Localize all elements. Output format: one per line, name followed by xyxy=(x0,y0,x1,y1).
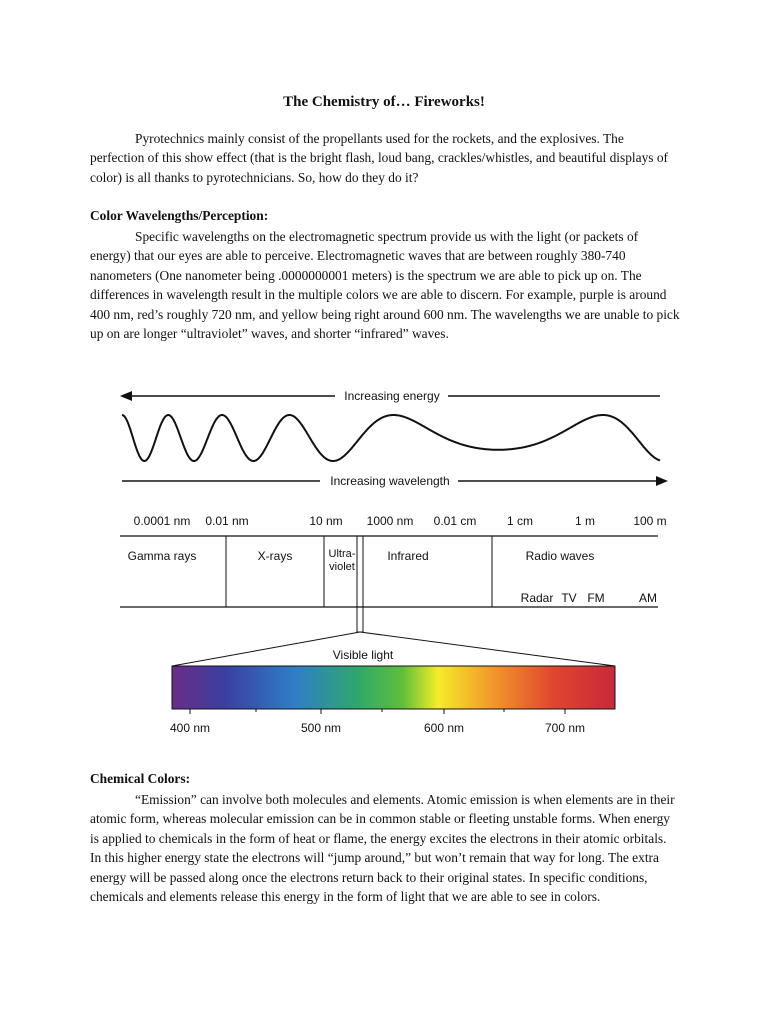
section-heading-chemical-colors: Chemical Colors: xyxy=(90,771,191,786)
section-body-chemical-colors: “Emission” can involve both molecules and elements. Atomic emission is when elements are in their atomic form, whereas molecular emission can be in common stable or fleeting unstable forms. When energy is applied to chemicals in the form of heat or flame, the energy excites the electrons in their atomic orbitals. In this higher energy state the electrons will “jump around,” but won’t remain that way for long. The extra energy will be passed along once the electrons return back to their original states. In specific conditions, chemicals and elements release this energy in the form of light that we are able to see in colors. xyxy=(90,792,675,905)
visible-tick-label: 700 nm xyxy=(544,721,586,735)
region-ultraviolet-line1: Ultra- xyxy=(328,548,356,560)
page-title: The Chemistry of… Fireworks! xyxy=(283,94,485,110)
energy-label: Increasing energy xyxy=(344,389,440,403)
visible-tick-label: 600 nm xyxy=(423,721,465,735)
wave-graphic xyxy=(122,415,660,461)
radio-band-fm: FM xyxy=(587,591,605,605)
radio-band-tv: TV xyxy=(561,591,577,605)
section-heading-color-wavelengths: Color Wavelengths/Perception: xyxy=(90,208,269,223)
scale-tick-label: 10 nm xyxy=(309,514,343,528)
region-gamma-rays: Gamma rays xyxy=(127,549,197,563)
region-ultraviolet-line2: violet xyxy=(329,561,355,573)
scale-tick-label: 0.01 nm xyxy=(205,514,249,528)
wavelength-arrowhead-icon xyxy=(656,476,668,486)
section-body-color-wavelengths: Specific wavelengths on the electromagnetic spectrum provide us with the light (or packets of energy) that our eyes are able to perceive. Electromagnetic waves that are between roughly 380-740 nanometers (One nanometer being .0000000001 meters) is the spectrum we are able to pick up on. The differences in wavelength result in the multiple colors we are able to discern. For example, purple is around 400 nm, red’s roughly 720 nm, and yellow being right around 600 nm. The wavelengths we are unable to pick up on are longer “ultraviolet” waves, and shorter “infrared” waves. xyxy=(90,229,680,342)
visible-connector xyxy=(357,607,363,632)
scale-tick-label: 100 m xyxy=(633,514,667,528)
visible-tick-label: 400 nm xyxy=(169,721,211,735)
scale-tick-label: 1 cm xyxy=(506,514,534,528)
visible-spectrum-bar xyxy=(172,666,615,709)
visible-fan-right xyxy=(360,632,615,666)
energy-arrowhead-icon xyxy=(120,391,132,401)
radio-band-am: AM xyxy=(639,591,657,605)
region-radio-waves: Radio waves xyxy=(525,549,595,563)
intro-paragraph: Pyrotechnics mainly consist of the propellants used for the rockets, and the explosives. The perfection of this show effect (that is the bright flash, loud bang, crackles/whistles, and beautiful displays of color) is all thanks to pyrotechnicians. So, how do they do it? xyxy=(90,131,669,185)
scale-tick-label: 0.01 cm xyxy=(433,514,477,528)
scale-tick-label: 0.0001 nm xyxy=(133,514,191,528)
scale-tick-label: 1 m xyxy=(574,514,596,528)
region-x-rays: X-rays xyxy=(257,549,293,563)
wavelength-label: Increasing wavelength xyxy=(330,474,450,488)
spectrum-diagram xyxy=(110,370,680,745)
region-infrared: Infrared xyxy=(387,549,429,563)
visible-tick-label: 500 nm xyxy=(300,721,342,735)
electromagnetic-spectrum-figure xyxy=(110,370,680,745)
scale-tick-label: 1000 nm xyxy=(366,514,414,528)
radio-band-radar: Radar xyxy=(520,591,554,605)
visible-light-label: Visible light xyxy=(332,648,394,662)
